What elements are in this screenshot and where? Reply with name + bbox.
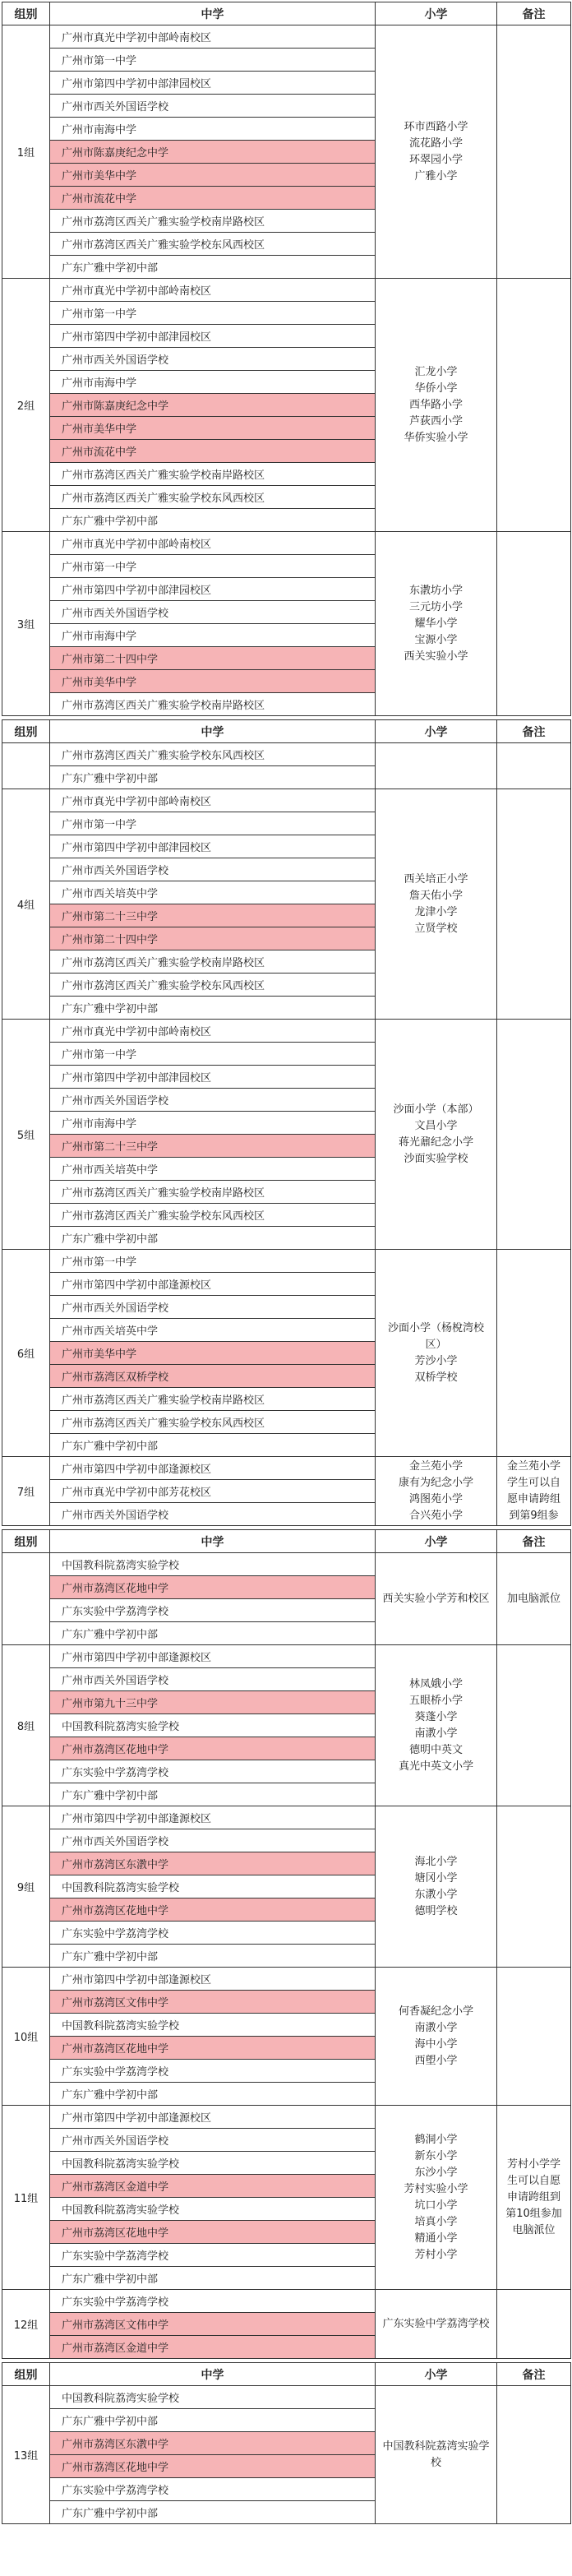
table-body xyxy=(2,1553,571,2359)
primary-school-name: 东沙小学 xyxy=(414,2166,458,2179)
middle-school-cell: 中国教科院荔湾实验学校 xyxy=(50,1714,376,1737)
primary-school-name: 何香凝纪念小学 xyxy=(398,2005,473,2018)
middle-school-cell: 广州市荔湾区花地中学 xyxy=(50,1737,376,1760)
middle-school-cell: 广州市荔湾区西关广雅实验学校南岸路校区 xyxy=(50,693,376,716)
middle-school-cell: 广州市荔湾区西关广雅实验学校东风西校区 xyxy=(50,1411,376,1434)
middle-school-cell: 广州市西关培英中学 xyxy=(50,1158,376,1181)
middle-school-cell: 广州市荔湾区西关广雅实验学校东风西校区 xyxy=(50,743,376,766)
primary-school-name: 芳村小学 xyxy=(414,2248,458,2261)
middle-school-cell: 中国教科院荔湾实验学校 xyxy=(50,1553,376,1576)
primary-school-name: 环翠园小学 xyxy=(408,153,463,166)
header-middle-school: 中学 xyxy=(50,1530,376,1553)
middle-school-cell: 广州市荔湾区文伟中学 xyxy=(50,2313,376,2336)
table-section xyxy=(2,2362,571,2524)
middle-school-cell: 广州市陈嘉庚纪念中学 xyxy=(50,141,376,164)
primary-school-name: 东漖坊小学 xyxy=(408,584,463,597)
middle-school-cell: 广州市南海中学 xyxy=(50,118,376,141)
primary-school-name: 南漖小学 xyxy=(414,2021,458,2034)
table-row xyxy=(2,1645,571,1668)
middle-school-cell: 广州市第四中学初中部津园校区 xyxy=(50,578,376,601)
middle-school-cell: 广州市荔湾区金道中学 xyxy=(50,2175,376,2198)
middle-school-cell: 广州市第二十四中学 xyxy=(50,647,376,670)
group-label: 2组 xyxy=(2,279,50,532)
middle-school-cell: 广东实验中学荔湾学校 xyxy=(50,1760,376,1783)
middle-school-cell: 广州市西关外国语学校 xyxy=(50,1829,376,1852)
middle-school-cell: 广州市西关外国语学校 xyxy=(50,348,376,371)
middle-school-cell: 中国教科院荔湾实验学校 xyxy=(50,2386,376,2409)
allocation-tables xyxy=(2,2,570,2524)
middle-school-cell: 广州市西关外国语学校 xyxy=(50,858,376,881)
primary-school-name: 环市西路小学 xyxy=(404,120,468,133)
middle-school-cell: 广州市西关外国语学校 xyxy=(50,1668,376,1691)
middle-school-cell: 广州市西关外国语学校 xyxy=(50,2129,376,2152)
middle-school-cell: 广东广雅中学初中部 xyxy=(50,509,376,532)
group-label: 8组 xyxy=(2,1645,50,1806)
primary-schools-cell xyxy=(376,1806,497,1968)
middle-school-cell: 广州市第一中学 xyxy=(50,1043,376,1066)
primary-school-name: 华侨小学 xyxy=(414,382,458,395)
note-cell xyxy=(497,2386,571,2524)
middle-school-cell: 广州市美华中学 xyxy=(50,670,376,693)
primary-school-name: 西关实验小学芳和校区 xyxy=(382,1592,490,1605)
middle-school-cell: 广州市真光中学初中部岭南校区 xyxy=(50,532,376,555)
middle-school-cell: 广州市流花中学 xyxy=(50,440,376,463)
middle-school-cell: 广东广雅中学初中部 xyxy=(50,2501,376,2524)
header-primary-school: 小学 xyxy=(376,720,497,743)
table-section xyxy=(2,719,571,1526)
middle-school-cell: 广州市荔湾区西关广雅实验学校东风西校区 xyxy=(50,486,376,509)
middle-school-cell: 广州市荔湾区花地中学 xyxy=(50,1576,376,1599)
middle-school-cell: 广东实验中学荔湾学校 xyxy=(50,2244,376,2267)
middle-school-cell: 广州市美华中学 xyxy=(50,164,376,187)
primary-school-name: 培真小学 xyxy=(414,2215,458,2228)
table-row xyxy=(2,1020,571,1043)
group-label: 6组 xyxy=(2,1250,50,1457)
middle-school-cell: 广州市陈嘉庚纪念中学 xyxy=(50,394,376,417)
group-label: 3组 xyxy=(2,532,50,716)
middle-school-cell: 广州市第一中学 xyxy=(50,555,376,578)
group-label: 7组 xyxy=(2,1457,50,1526)
middle-school-cell: 中国教科院荔湾实验学校 xyxy=(50,2152,376,2175)
table-row xyxy=(2,1553,571,1576)
header-row xyxy=(2,2,571,25)
primary-school-name: 华侨实验小学 xyxy=(404,431,468,444)
middle-school-cell: 广州市荔湾区西关广雅实验学校南岸路校区 xyxy=(50,1388,376,1411)
middle-school-cell: 广州市荔湾区西关广雅实验学校东风西校区 xyxy=(50,233,376,256)
note-cell: 加电脑派位 xyxy=(497,1553,571,1645)
middle-school-cell: 广东广雅中学初中部 xyxy=(50,256,376,279)
header-primary-school: 小学 xyxy=(376,2363,497,2386)
note-cell xyxy=(497,1645,571,1806)
table-row xyxy=(2,532,571,555)
middle-school-cell: 广州市第四中学初中部津园校区 xyxy=(50,325,376,348)
header-row xyxy=(2,2363,571,2386)
primary-schools-cell xyxy=(376,2290,497,2359)
primary-schools-cell xyxy=(376,2386,497,2524)
header-note: 备注 xyxy=(497,720,571,743)
primary-schools-cell xyxy=(376,2106,497,2290)
middle-school-cell: 广州市荔湾区西关广雅实验学校南岸路校区 xyxy=(50,1181,376,1204)
table-header xyxy=(2,1530,571,1553)
primary-school-name: 坑口小学 xyxy=(414,2199,458,2212)
primary-school-name: 沙面小学（杨梲湾校区） xyxy=(387,1321,484,1351)
group-label: 4组 xyxy=(2,789,50,1020)
header-primary-school: 小学 xyxy=(376,2,497,25)
middle-school-cell: 广东广雅中学初中部 xyxy=(50,2083,376,2106)
middle-school-cell: 广东广雅中学初中部 xyxy=(50,997,376,1020)
middle-school-cell: 广州市荔湾区花地中学 xyxy=(50,2037,376,2060)
header-group: 组别 xyxy=(2,2,50,25)
middle-school-cell: 广州市荔湾区西关广雅实验学校东风西校区 xyxy=(50,1204,376,1227)
note-cell xyxy=(497,1806,571,1968)
header-middle-school: 中学 xyxy=(50,2,376,25)
middle-school-cell: 广州市真光中学初中部岭南校区 xyxy=(50,1020,376,1043)
middle-school-cell: 广州市第一中学 xyxy=(50,49,376,72)
group-label: 1组 xyxy=(2,25,50,279)
middle-school-cell: 广州市第四中学初中部逢源校区 xyxy=(50,1645,376,1668)
table-row xyxy=(2,1250,571,1273)
middle-school-cell: 广州市南海中学 xyxy=(50,1112,376,1135)
primary-school-name: 海北小学 xyxy=(414,1855,458,1868)
middle-school-cell: 广东实验中学荔湾学校 xyxy=(50,1922,376,1945)
header-note: 备注 xyxy=(497,2,571,25)
primary-school-name: 中国教科院荔湾实验学校 xyxy=(382,2440,490,2469)
middle-school-cell: 广州市第二十三中学 xyxy=(50,904,376,927)
header-note: 备注 xyxy=(497,1530,571,1553)
table-row xyxy=(2,789,571,812)
middle-school-cell: 广东广雅中学初中部 xyxy=(50,1227,376,1250)
primary-schools-cell xyxy=(376,1250,497,1457)
middle-school-cell: 广州市第一中学 xyxy=(50,302,376,325)
primary-school-name: 西关实验小学 xyxy=(404,650,468,663)
middle-school-cell: 广州市真光中学初中部岭南校区 xyxy=(50,25,376,49)
middle-school-cell: 广州市西关培英中学 xyxy=(50,1319,376,1342)
table-row xyxy=(2,2290,571,2313)
middle-school-cell: 广州市第四中学初中部津园校区 xyxy=(50,1066,376,1089)
primary-school-name: 芦荻西小学 xyxy=(408,414,463,428)
table-row xyxy=(2,25,571,49)
middle-school-cell: 广州市荔湾区花地中学 xyxy=(50,2455,376,2478)
header-middle-school: 中学 xyxy=(50,2363,376,2386)
middle-school-cell: 广州市荔湾区西关广雅实验学校东风西校区 xyxy=(50,974,376,997)
middle-school-cell: 广东广雅中学初中部 xyxy=(50,766,376,789)
middle-school-cell: 广州市荔湾区文伟中学 xyxy=(50,1991,376,2014)
header-note: 备注 xyxy=(497,2363,571,2386)
table-row xyxy=(2,1457,571,1480)
middle-school-cell: 广州市第一中学 xyxy=(50,1250,376,1273)
table-body xyxy=(2,2386,571,2524)
header-group: 组别 xyxy=(2,1530,50,1553)
primary-school-name: 鹤洞小学 xyxy=(414,2133,458,2146)
middle-school-cell: 广州市美华中学 xyxy=(50,1342,376,1365)
primary-school-name: 海中小学 xyxy=(414,2037,458,2051)
group-label xyxy=(2,1553,50,1645)
primary-schools-cell xyxy=(376,1968,497,2106)
table-header xyxy=(2,2363,571,2386)
middle-school-cell: 广州市西关外国语学校 xyxy=(50,1296,376,1319)
primary-school-name: 龙津小学 xyxy=(414,905,458,918)
middle-school-cell: 广州市荔湾区双桥学校 xyxy=(50,1365,376,1388)
note-cell xyxy=(497,1020,571,1250)
primary-school-name: 合兴苑小学 xyxy=(408,1509,463,1522)
primary-schools-cell xyxy=(376,25,497,279)
note-cell xyxy=(497,789,571,1020)
note-cell xyxy=(497,743,571,789)
note-cell xyxy=(497,25,571,279)
middle-school-cell: 广州市第一中学 xyxy=(50,812,376,835)
middle-school-cell: 中国教科院荔湾实验学校 xyxy=(50,2198,376,2221)
middle-school-cell: 广州市美华中学 xyxy=(50,417,376,440)
primary-school-name: 三元坊小学 xyxy=(408,600,463,613)
primary-school-name: 沙面实验学校 xyxy=(404,1152,468,1165)
middle-school-cell: 广州市荔湾区花地中学 xyxy=(50,1898,376,1922)
primary-school-name: 文昌小学 xyxy=(414,1119,458,1132)
primary-school-name: 广东实验中学荔湾学校 xyxy=(382,2317,490,2330)
table-section xyxy=(2,1529,571,2359)
table-row xyxy=(2,1968,571,1991)
primary-school-name: 立贤学校 xyxy=(414,922,458,935)
group-label: 13组 xyxy=(2,2386,50,2524)
primary-school-name: 流花路小学 xyxy=(408,136,463,150)
table-row xyxy=(2,2106,571,2129)
table-header xyxy=(2,720,571,743)
middle-school-cell: 广州市第四中学初中部津园校区 xyxy=(50,835,376,858)
table-section xyxy=(2,2,571,716)
primary-school-name: 林凤娥小学 xyxy=(408,1677,463,1690)
group-label xyxy=(2,743,50,789)
primary-school-name: 塘冈小学 xyxy=(414,1871,458,1885)
middle-school-cell: 广州市南海中学 xyxy=(50,371,376,394)
middle-school-cell: 广东实验中学荔湾学校 xyxy=(50,1599,376,1622)
primary-school-name: 五眼桥小学 xyxy=(408,1694,463,1707)
primary-school-name: 詹天佑小学 xyxy=(408,889,463,902)
middle-school-cell: 广州市西关外国语学校 xyxy=(50,1089,376,1112)
primary-schools-cell xyxy=(376,789,497,1020)
group-label: 12组 xyxy=(2,2290,50,2359)
middle-school-cell: 广州市第二十三中学 xyxy=(50,1135,376,1158)
group-label: 11组 xyxy=(2,2106,50,2290)
middle-school-cell: 广州市第九十三中学 xyxy=(50,1691,376,1714)
middle-school-cell: 广州市真光中学初中部岭南校区 xyxy=(50,789,376,812)
primary-school-name: 蒋光鼐纪念小学 xyxy=(398,1135,473,1149)
middle-school-cell: 广东广雅中学初中部 xyxy=(50,2267,376,2290)
note-cell xyxy=(497,279,571,532)
table-row xyxy=(2,2386,571,2409)
primary-school-name: 葵蓬小学 xyxy=(414,1710,458,1723)
primary-schools-cell xyxy=(376,1645,497,1806)
middle-school-cell: 广州市西关外国语学校 xyxy=(50,601,376,624)
middle-school-cell: 广州市南海中学 xyxy=(50,624,376,647)
primary-schools-cell xyxy=(376,279,497,532)
middle-school-cell: 广州市荔湾区花地中学 xyxy=(50,2221,376,2244)
middle-school-cell: 广州市第四中学初中部逢源校区 xyxy=(50,1273,376,1296)
primary-school-name: 南漖小学 xyxy=(414,1727,458,1740)
table-row xyxy=(2,279,571,302)
middle-school-cell: 中国教科院荔湾实验学校 xyxy=(50,1875,376,1898)
note-cell xyxy=(497,2290,571,2359)
primary-school-name: 汇龙小学 xyxy=(414,365,458,378)
table-row xyxy=(2,743,571,766)
middle-school-cell: 广州市第四中学初中部逢源校区 xyxy=(50,1457,376,1480)
table-header xyxy=(2,2,571,25)
middle-school-cell: 广东实验中学荔湾学校 xyxy=(50,2060,376,2083)
primary-school-name: 西华路小学 xyxy=(408,398,463,411)
middle-school-cell: 广东广雅中学初中部 xyxy=(50,2409,376,2432)
middle-school-cell: 广东实验中学荔湾学校 xyxy=(50,2290,376,2313)
header-group: 组别 xyxy=(2,2363,50,2386)
primary-school-name: 精通小学 xyxy=(414,2231,458,2245)
note-cell xyxy=(497,1250,571,1457)
primary-schools-cell xyxy=(376,1020,497,1250)
middle-school-cell: 广州市第四中学初中部津园校区 xyxy=(50,72,376,95)
header-group: 组别 xyxy=(2,720,50,743)
primary-school-name: 芳沙小学 xyxy=(414,1354,458,1367)
primary-school-name: 芳村实验小学 xyxy=(404,2182,468,2195)
primary-school-name: 金兰苑小学 xyxy=(408,1459,463,1473)
middle-school-cell: 广州市第四中学初中部逢源校区 xyxy=(50,1968,376,1991)
middle-school-cell: 广东广雅中学初中部 xyxy=(50,1783,376,1806)
primary-school-name: 广雅小学 xyxy=(414,169,458,183)
middle-school-cell: 广东实验中学荔湾学校 xyxy=(50,2478,376,2501)
header-middle-school: 中学 xyxy=(50,720,376,743)
middle-school-cell: 广州市荔湾区西关广雅实验学校南岸路校区 xyxy=(50,950,376,974)
primary-school-name: 康有为纪念小学 xyxy=(398,1476,473,1489)
table-body xyxy=(2,25,571,716)
middle-school-cell: 广州市荔湾区西关广雅实验学校南岸路校区 xyxy=(50,210,376,233)
middle-school-cell: 广州市流花中学 xyxy=(50,187,376,210)
middle-school-cell: 广州市真光中学初中部岭南校区 xyxy=(50,279,376,302)
table-row xyxy=(2,1806,571,1829)
primary-school-name: 真光中英文小学 xyxy=(398,1760,473,1773)
note-cell xyxy=(497,532,571,716)
note-cell xyxy=(497,1968,571,2106)
primary-schools-cell xyxy=(376,743,497,789)
middle-school-cell: 广州市荔湾区西关广雅实验学校南岸路校区 xyxy=(50,463,376,486)
primary-school-name: 德明学校 xyxy=(414,1904,458,1917)
group-label: 9组 xyxy=(2,1806,50,1968)
primary-schools-cell xyxy=(376,532,497,716)
middle-school-cell: 广东广雅中学初中部 xyxy=(50,1434,376,1457)
group-label: 10组 xyxy=(2,1968,50,2106)
header-row xyxy=(2,1530,571,1553)
header-primary-school: 小学 xyxy=(376,1530,497,1553)
header-row xyxy=(2,720,571,743)
primary-school-name: 西关培正小学 xyxy=(404,872,468,886)
primary-school-name: 耀华小学 xyxy=(414,617,458,630)
primary-school-name: 鸿图苑小学 xyxy=(408,1492,463,1505)
primary-school-name: 新东小学 xyxy=(414,2149,458,2162)
middle-school-cell: 广州市第四中学初中部逢源校区 xyxy=(50,1806,376,1829)
middle-school-cell: 广州市西关外国语学校 xyxy=(50,1503,376,1526)
middle-school-cell: 广州市荔湾区东漖中学 xyxy=(50,1852,376,1875)
note-cell: 芳村小学学生可以自愿申请跨组到第10组参加电脑派位 xyxy=(497,2106,571,2290)
table-body xyxy=(2,743,571,1526)
middle-school-cell: 广东广雅中学初中部 xyxy=(50,1622,376,1645)
middle-school-cell: 广州市西关培英中学 xyxy=(50,881,376,904)
group-label: 5组 xyxy=(2,1020,50,1250)
primary-school-name: 东漖小学 xyxy=(414,1888,458,1901)
primary-school-name: 宝源小学 xyxy=(414,633,458,646)
middle-school-cell: 广州市西关外国语学校 xyxy=(50,95,376,118)
primary-school-name: 沙面小学（本部） xyxy=(393,1103,479,1116)
document-page xyxy=(2,2,570,2574)
middle-school-cell: 广州市荔湾区金道中学 xyxy=(50,2336,376,2359)
primary-school-name: 双桥学校 xyxy=(414,1371,458,1384)
middle-school-cell: 广州市第四中学初中部逢源校区 xyxy=(50,2106,376,2129)
primary-school-name: 西塱小学 xyxy=(414,2054,458,2067)
primary-schools-cell xyxy=(376,1553,497,1645)
middle-school-cell: 广东广雅中学初中部 xyxy=(50,1945,376,1968)
middle-school-cell: 中国教科院荔湾实验学校 xyxy=(50,2014,376,2037)
middle-school-cell: 广州市第二十四中学 xyxy=(50,927,376,950)
primary-schools-cell xyxy=(376,1457,497,1526)
middle-school-cell: 广州市荔湾区东漖中学 xyxy=(50,2432,376,2455)
middle-school-cell: 广州市真光中学初中部芳花校区 xyxy=(50,1480,376,1503)
primary-school-name: 德明中英文 xyxy=(408,1743,463,1756)
note-cell: 金兰苑小学学生可以自愿申请跨组到第9组参 xyxy=(497,1457,571,1526)
